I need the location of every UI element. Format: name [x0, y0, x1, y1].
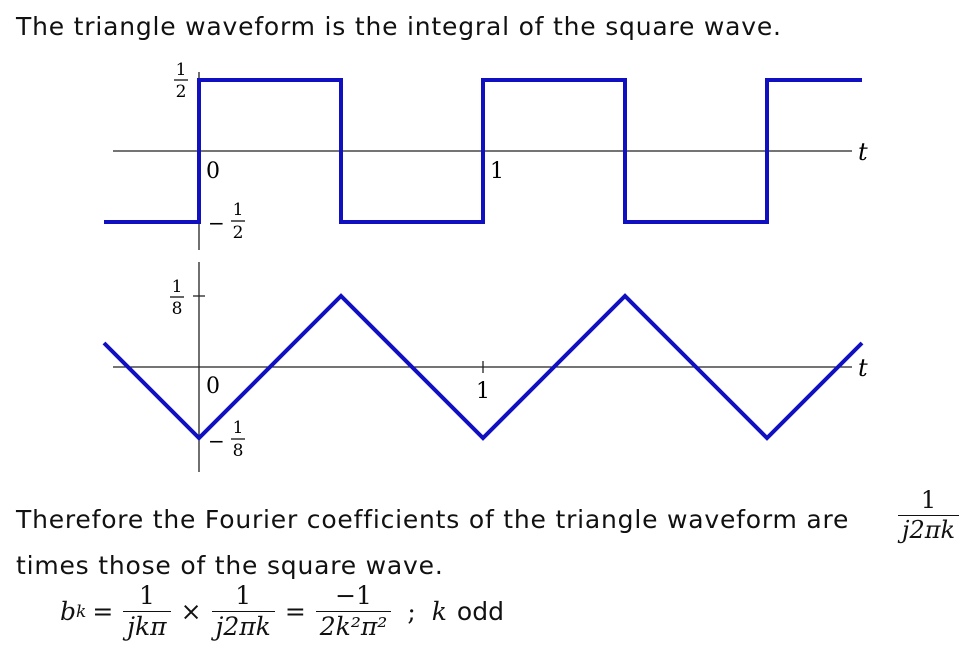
square-low-sign: −	[208, 211, 225, 235]
eq-frac1-den: jkπ	[123, 611, 170, 642]
triangle-wave-panel	[104, 262, 868, 472]
triangle-low-den: 8	[232, 441, 244, 461]
conclusion-line-1: Therefore the Fourier coefficients of the triangle waveform are	[16, 505, 850, 534]
square-wave-panel	[104, 60, 868, 250]
square-high-num: 1	[175, 60, 187, 80]
square-high-den: 2	[175, 82, 187, 102]
eq-equals-2: =	[284, 597, 306, 627]
eq-condition-var: k	[431, 597, 447, 627]
triangle-low-num: 1	[232, 418, 244, 438]
square-axis-label: t	[858, 138, 868, 166]
triangle-axis-label: t	[858, 354, 868, 382]
eq-equals-1: =	[92, 597, 114, 627]
scaling-factor	[894, 487, 963, 544]
eq-times: ×	[180, 597, 202, 627]
square-low-num: 1	[232, 200, 244, 220]
conclusion-line-2: times those of the square wave.	[16, 551, 444, 580]
eq-frac2-num: 1	[235, 581, 252, 610]
square-low-den: 2	[232, 223, 244, 243]
coefficient-equation	[60, 582, 504, 642]
eq-frac1-num: 1	[139, 581, 155, 610]
square-tick-one-label: 1	[490, 159, 504, 184]
eq-lhs: b	[60, 597, 77, 627]
eq-condition-text: odd	[456, 597, 504, 627]
eq-frac3-num: −1	[335, 581, 372, 610]
triangle-high-den: 8	[171, 299, 183, 319]
scaling-factor-num: 1	[920, 486, 937, 514]
eq-frac2-den: j2πk	[212, 611, 275, 642]
eq-separator: ;	[407, 597, 416, 627]
intro-text: The triangle waveform is the integral of the square wave.	[16, 12, 782, 41]
triangle-low-sign: −	[208, 429, 225, 453]
triangle-tick-one-label: 1	[476, 379, 490, 404]
scaling-factor-den: j2πk	[898, 515, 959, 545]
triangle-tick-zero-label: 0	[206, 374, 220, 399]
triangle-high-num: 1	[171, 277, 183, 297]
square-tick-zero-label: 0	[206, 159, 220, 184]
eq-frac3-den: 2k²π²	[316, 611, 392, 642]
eq-lhs-subscript: k	[76, 601, 87, 622]
